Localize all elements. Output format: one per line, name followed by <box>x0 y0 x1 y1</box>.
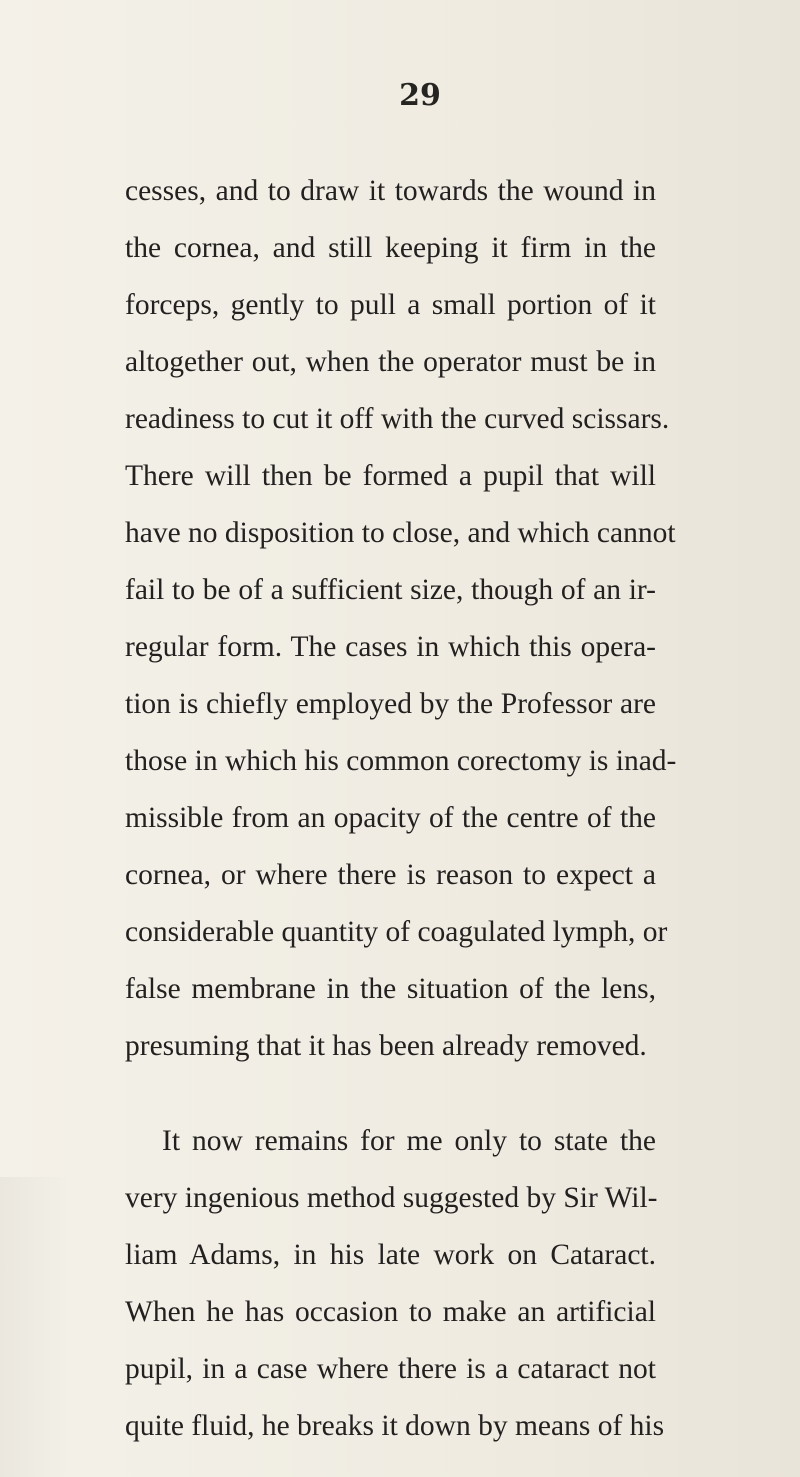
text-line: cornea, or where there is reason to expect a <box>125 859 656 891</box>
text-line: readiness to cut it off with the curved scissars. <box>125 403 670 435</box>
text-line: fail to be of a sufficient size, though of an ir- <box>125 574 656 606</box>
text-line: There will then be formed a pupil that will <box>125 460 656 492</box>
text-line: It now remains for me only to state the <box>162 1125 656 1157</box>
text-line: cesses, and to draw it towards the wound in <box>125 175 656 207</box>
text-line: tion is chiefly employed by the Professor are <box>125 688 656 720</box>
text-line: pupil, in a case where there is a cataract not <box>125 1353 656 1385</box>
text-line: false membrane in the situation of the lens, <box>125 973 656 1005</box>
text-line: regular form. The cases in which this opera- <box>125 631 656 663</box>
text-line: When he has occasion to make an artificial <box>125 1296 656 1328</box>
text-line: liam Adams, in his late work on Cataract. <box>125 1239 656 1271</box>
text-line: altogether out, when the operator must be in <box>125 346 656 378</box>
page-edge-shadow <box>0 1177 70 1477</box>
text-line: forceps, gently to pull a small portion of it <box>125 289 656 321</box>
text-line: presuming that it has been already removed. <box>125 1030 647 1062</box>
page-number: 29 <box>399 78 441 113</box>
text-line: very ingenious method suggested by Sir Wil- <box>125 1182 658 1214</box>
text-line: the cornea, and still keeping it firm in the <box>125 232 656 264</box>
text-line: missible from an opacity of the centre of the <box>125 802 656 834</box>
text-line: have no disposition to close, and which cannot <box>125 517 676 549</box>
text-line: considerable quantity of coagulated lymph, or <box>125 916 668 948</box>
text-line: quite fluid, he breaks it down by means of his <box>125 1410 665 1442</box>
text-line: those in which his common corectomy is inad- <box>125 745 677 777</box>
